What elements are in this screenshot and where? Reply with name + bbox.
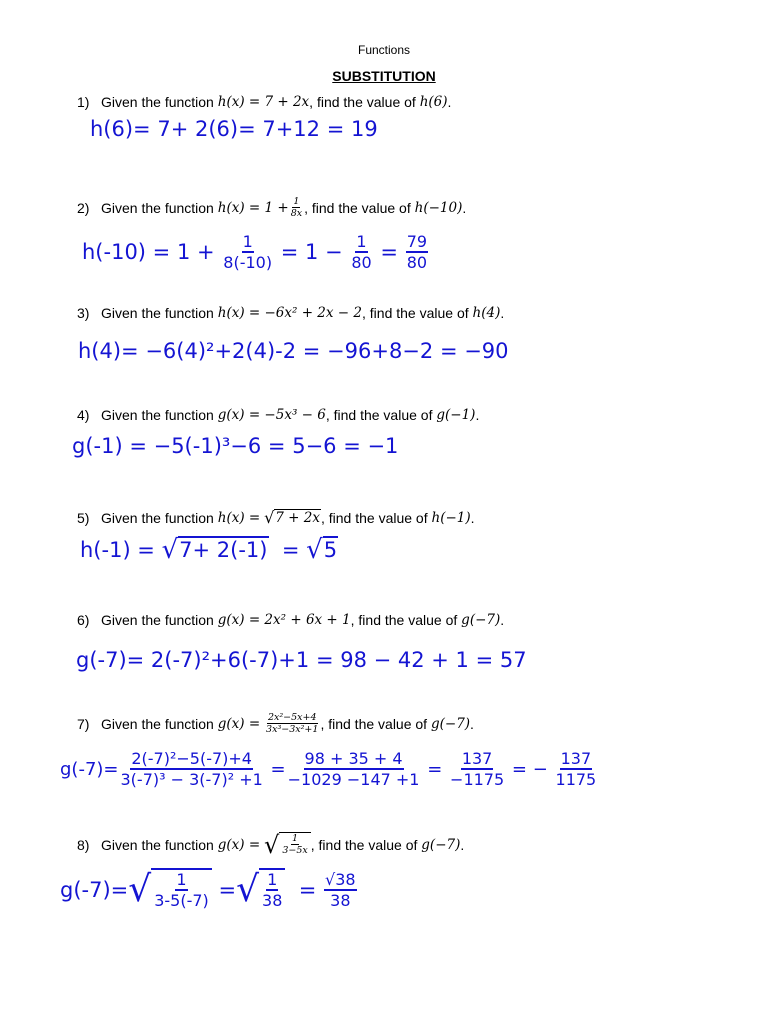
question-7 xyxy=(77,712,474,735)
question-number: 6) xyxy=(77,612,90,628)
question-number: 8) xyxy=(77,837,90,853)
question-end: . xyxy=(470,510,475,526)
work-fraction xyxy=(406,232,428,272)
section-heading: SUBSTITUTION xyxy=(332,68,436,84)
question-text-mid: , find the value of xyxy=(350,612,458,628)
denominator: −1029 −147 +1 xyxy=(287,770,420,789)
radical-sign: √ xyxy=(236,869,260,910)
work-step: = xyxy=(270,758,286,780)
numerator: 79 xyxy=(406,232,428,251)
question-text: Given the function xyxy=(101,407,214,423)
target-expression: g(−7) xyxy=(430,715,471,732)
question-number: 3) xyxy=(77,305,90,321)
question-1 xyxy=(77,94,451,110)
numerator: 2(-7)²−5(-7)+4 xyxy=(131,749,252,768)
denominator: 8x xyxy=(290,208,303,219)
denominator: 80 xyxy=(406,253,428,272)
question-3 xyxy=(77,305,504,321)
numerator: 1 xyxy=(356,232,367,251)
question-end: . xyxy=(500,612,505,628)
question-text: Given the function xyxy=(101,94,214,110)
work-fraction xyxy=(449,749,505,789)
target-expression: g(−7) xyxy=(421,837,461,853)
function-fraction xyxy=(281,833,308,856)
denominator: 1175 xyxy=(555,770,597,789)
function-definition: h(x) = 1 + xyxy=(217,199,289,216)
work-step: h(-10) = 1 + xyxy=(82,240,215,264)
work-step: = 1 − xyxy=(280,240,343,264)
numerator: 137 xyxy=(461,749,493,768)
work-fraction xyxy=(287,749,421,789)
question-end: . xyxy=(462,199,467,216)
question-text: Given the function xyxy=(101,837,214,853)
function-definition: g(x) = xyxy=(217,715,261,732)
radical-sign: √ xyxy=(161,535,179,565)
denominator: 3-5(-7) xyxy=(154,891,209,910)
question-text-mid: , find the value of xyxy=(362,305,469,321)
handwritten-answer-2 xyxy=(82,232,429,272)
question-text: Given the function xyxy=(101,305,214,321)
radicand xyxy=(279,832,310,858)
denominator: −1175 xyxy=(450,770,505,789)
target-expression: h(4) xyxy=(472,305,501,321)
numerator: 1 xyxy=(292,833,299,844)
numerator: 2x²−5x+4 xyxy=(267,712,317,723)
question-5 xyxy=(77,509,475,527)
square-root xyxy=(128,868,212,912)
denominator: 3x³−3x²+1 xyxy=(266,724,319,735)
question-6 xyxy=(77,612,504,628)
question-text: Given the function xyxy=(101,612,214,628)
function-definition: h(x) = 7 + 2x xyxy=(217,94,310,110)
square-root xyxy=(306,536,338,564)
numerator: 1 xyxy=(293,196,300,207)
work-step: = xyxy=(298,878,317,902)
radicand: 7 + 2x xyxy=(275,510,320,526)
numerator: 1 xyxy=(267,870,278,889)
work-fraction xyxy=(324,870,357,910)
square-root xyxy=(264,832,311,858)
denominator: 80 xyxy=(351,253,372,272)
work-step: h(-1) = xyxy=(80,538,155,562)
handwritten-answer-1: h(6)= 7+ 2(6)= 7+12 = 19 xyxy=(90,117,378,141)
question-number: 7) xyxy=(77,715,90,732)
target-expression: h(−1) xyxy=(431,510,471,526)
question-text: Given the function xyxy=(101,715,214,732)
work-fraction xyxy=(222,232,273,272)
work-fraction xyxy=(120,749,264,789)
square-root xyxy=(162,536,269,564)
question-end: . xyxy=(500,305,505,321)
question-number: 2) xyxy=(77,199,90,216)
function-definition: h(x) = xyxy=(217,510,261,526)
radicand xyxy=(259,868,285,912)
function-fraction xyxy=(290,196,303,219)
radical-sign: √ xyxy=(128,869,152,910)
work-fraction xyxy=(153,870,210,910)
denominator: 38 xyxy=(262,891,283,910)
question-text-mid: , find the value of xyxy=(309,94,416,110)
question-number: 1) xyxy=(77,94,90,110)
question-text-mid: , find the value of xyxy=(325,407,433,423)
square-root xyxy=(264,509,321,527)
work-fraction xyxy=(555,749,598,789)
radical-sign: √ xyxy=(264,831,280,859)
question-end: . xyxy=(447,94,452,110)
question-4 xyxy=(77,407,479,423)
target-expression: h(6) xyxy=(419,94,448,110)
work-step: = xyxy=(380,240,398,264)
question-text-mid: , find the value of xyxy=(320,510,428,526)
denominator: 38 xyxy=(330,891,351,910)
target-expression: g(−7) xyxy=(461,612,501,628)
work-step: g(-7)= xyxy=(60,878,129,902)
target-expression: h(−10) xyxy=(414,199,463,216)
work-fraction xyxy=(261,870,283,910)
question-text-mid: , find the value of xyxy=(310,837,418,853)
handwritten-answer-7 xyxy=(60,749,598,789)
question-end: . xyxy=(460,837,465,853)
numerator: 1 xyxy=(176,870,187,889)
question-text: Given the function xyxy=(101,510,214,526)
work-step: g(-7)= xyxy=(60,758,119,780)
numerator: 1 xyxy=(242,232,253,251)
work-step: = xyxy=(427,758,443,780)
question-text-mid: , find the value of xyxy=(320,715,428,732)
radicand: 7+ 2(-1) xyxy=(179,538,268,562)
square-root xyxy=(236,868,285,912)
handwritten-answer-6: g(-7)= 2(-7)²+6(-7)+1 = 98 − 42 + 1 = 57 xyxy=(76,648,527,672)
question-end: . xyxy=(475,407,480,423)
denominator: 8(-10) xyxy=(223,253,273,272)
numerator: √38 xyxy=(325,870,356,889)
radicand: 5 xyxy=(323,538,338,562)
numerator: 98 + 35 + 4 xyxy=(304,749,403,768)
question-number: 5) xyxy=(77,510,90,526)
work-step: = xyxy=(281,538,300,562)
question-number: 4) xyxy=(77,407,90,423)
function-definition: h(x) = −6x² + 2x − 2 xyxy=(217,305,362,321)
function-fraction xyxy=(265,712,319,735)
document-title: Functions xyxy=(357,43,411,57)
question-text: Given the function xyxy=(101,199,214,216)
question-2 xyxy=(77,196,466,219)
question-text-mid: , find the value of xyxy=(304,199,411,216)
radical-sign: √ xyxy=(306,535,323,565)
denominator: 3(-7)³ − 3(-7)² +1 xyxy=(120,770,263,789)
function-definition: g(x) = xyxy=(217,837,261,853)
handwritten-answer-3: h(4)= −6(4)²+2(4)-2 = −96+8−2 = −90 xyxy=(78,339,509,363)
handwritten-answer-4: g(-1) = −5(-1)³−6 = 5−6 = −1 xyxy=(72,434,399,458)
function-definition: g(x) = 2x² + 6x + 1 xyxy=(217,612,351,628)
numerator: 137 xyxy=(560,749,592,768)
handwritten-answer-8 xyxy=(60,868,358,912)
work-step: = − xyxy=(511,758,548,780)
work-fraction xyxy=(350,232,372,272)
denominator: 3−5x xyxy=(282,845,308,856)
radical-sign: √ xyxy=(264,508,275,527)
target-expression: g(−1) xyxy=(436,407,476,423)
question-8 xyxy=(77,832,464,858)
function-definition: g(x) = −5x³ − 6 xyxy=(217,407,326,423)
handwritten-answer-5 xyxy=(80,536,338,564)
radicand xyxy=(151,868,212,912)
work-step: = xyxy=(218,878,237,902)
question-end: . xyxy=(470,715,474,732)
